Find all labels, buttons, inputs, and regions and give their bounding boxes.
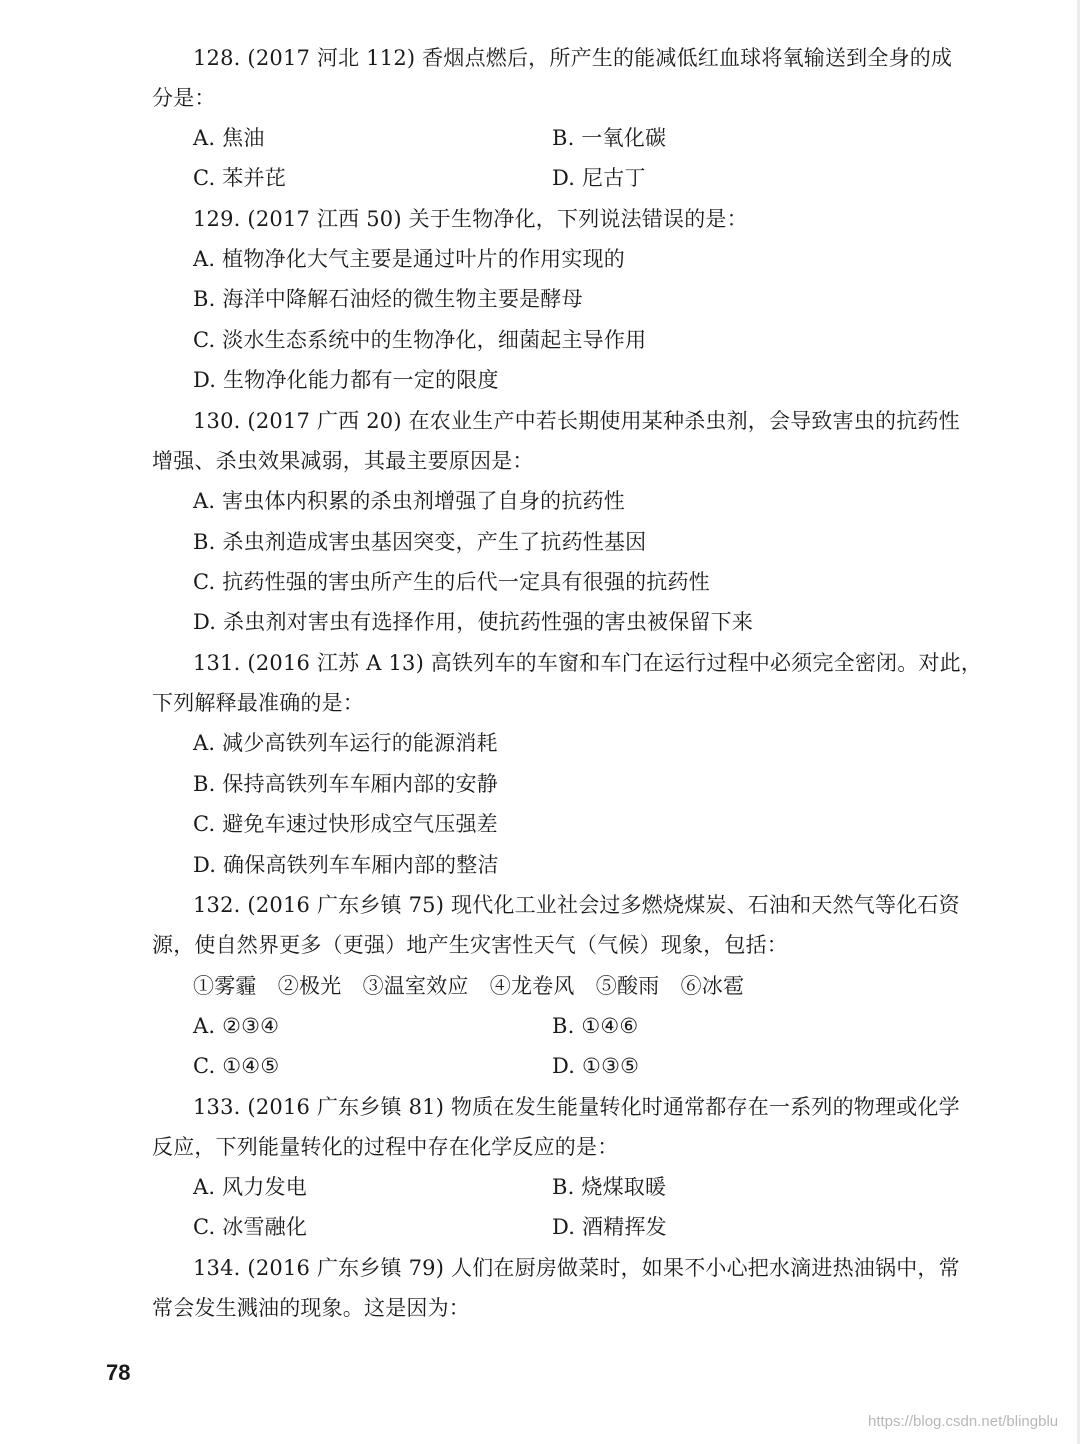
question-130-line1: 130. (2017 广西 20) 在农业生产中若长期使用某种杀虫剂，会导致害虫的抗药性 — [193, 409, 960, 433]
option-128-c: C. 苯并芘 — [193, 166, 286, 190]
option-131-d: D. 确保高铁列车车厢内部的整洁 — [193, 853, 499, 877]
option-133-b: B. 烧煤取暖 — [552, 1175, 667, 1199]
question-129-line1: 129. (2017 江西 50) 关于生物净化，下列说法错误的是： — [193, 207, 748, 231]
option-129-c: C. 淡水生态系统中的生物净化，细菌起主导作用 — [193, 328, 647, 352]
option-132-d: D. ①③⑤ — [552, 1054, 640, 1078]
option-128-a: A. 焦油 — [193, 126, 265, 150]
question-128-line1: 128. (2017 河北 112) 香烟点燃后，所产生的能减低红血球将氧输送到全身的成 — [193, 46, 953, 70]
question-131-line1: 131. (2016 江苏 A 13) 高铁列车的车窗和车门在运行过程中必须完全密闭。对此， — [193, 651, 983, 675]
option-130-b: B. 杀虫剂造成害虫基因突变，产生了抗药性基因 — [193, 530, 647, 554]
option-132-b: B. ①④⑥ — [552, 1014, 639, 1038]
question-131-line2: 下列解释最准确的是： — [152, 691, 364, 715]
option-132-a: A. ②③④ — [193, 1014, 280, 1038]
option-133-a: A. 风力发电 — [193, 1175, 307, 1199]
option-131-a: A. 减少高铁列车运行的能源消耗 — [193, 731, 498, 755]
question-132-line1: 132. (2016 广东乡镇 75) 现代化工业社会过多燃烧煤炭、石油和天然气等化石资 — [193, 893, 960, 917]
question-133-line2: 反应，下列能量转化的过程中存在化学反应的是： — [152, 1135, 619, 1159]
option-129-b: B. 海洋中降解石油烃的微生物主要是酵母 — [193, 287, 583, 311]
question-132-items: ①雾霾 ②极光 ③温室效应 ④龙卷风 ⑤酸雨 ⑥冰雹 — [193, 974, 745, 998]
option-128-d: D. 尼古丁 — [552, 166, 646, 190]
question-134-line2: 常会发生溅油的现象。这是因为： — [152, 1296, 470, 1320]
question-133-line1: 133. (2016 广东乡镇 81) 物质在发生能量转化时通常都存在一系列的物理或化学 — [193, 1095, 960, 1119]
watermark: https://blog.csdn.net/blingblu — [868, 1413, 1059, 1430]
option-133-d: D. 酒精挥发 — [552, 1215, 667, 1239]
option-128-b: B. 一氧化碳 — [552, 126, 667, 150]
option-130-c: C. 抗药性强的害虫所产生的后代一定具有很强的抗药性 — [193, 570, 710, 594]
question-134-line1: 134. (2016 广东乡镇 79) 人们在厨房做菜时，如果不小心把水滴进热油锅中，常 — [193, 1256, 960, 1280]
page-number: 78 — [106, 1360, 131, 1385]
option-129-d: D. 生物净化能力都有一定的限度 — [193, 368, 499, 392]
question-132-line2: 源，使自然界更多（更强）地产生灾害性天气（气候）现象，包括： — [152, 933, 788, 957]
option-130-a: A. 害虫体内积累的杀虫剂增强了自身的抗药性 — [193, 489, 625, 513]
option-130-d: D. 杀虫剂对害虫有选择作用，使抗药性强的害虫被保留下来 — [193, 610, 754, 634]
option-131-c: C. 避免车速过快形成空气压强差 — [193, 812, 498, 836]
question-128-line2: 分是： — [152, 86, 216, 110]
question-130-line2: 增强、杀虫效果减弱，其最主要原因是： — [152, 449, 534, 473]
option-129-a: A. 植物净化大气主要是通过叶片的作用实现的 — [193, 247, 625, 271]
option-133-c: C. 冰雪融化 — [193, 1215, 308, 1239]
option-131-b: B. 保持高铁列车车厢内部的安静 — [193, 772, 498, 796]
option-132-c: C. ①④⑤ — [193, 1054, 280, 1078]
